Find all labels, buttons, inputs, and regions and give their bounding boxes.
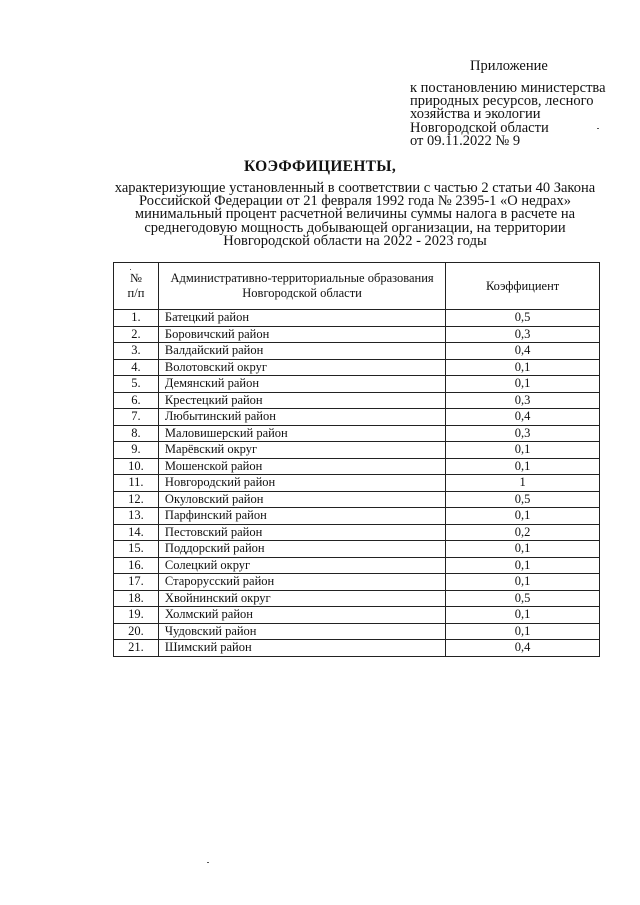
appendix-reference [410,82,606,148]
row-region-name: Пестовский район [158,524,445,541]
table-row [114,425,600,442]
row-region-name: Боровичский район [158,326,445,343]
subtitle-line: Новгородской области на 2022 - 2023 годы [223,232,487,249]
scan-speck [597,128,599,129]
table-row [114,392,600,409]
row-coefficient: 0,5 [446,491,600,508]
row-number: 13. [114,508,159,525]
row-coefficient: 0,4 [446,343,600,360]
scan-speck [130,269,131,270]
table-row [114,310,600,327]
row-region-name: Волотовский округ [158,359,445,376]
row-coefficient: 0,1 [446,376,600,393]
subtitle-line: характеризующие установленный в соответствии с частью 2 статьи 40 Закона [114,180,596,196]
subtitle-line: среднегодовую мощность добывающей организации, на территории [144,219,566,236]
row-number: 20. [114,623,159,640]
row-region-name: Шимский район [158,640,445,657]
table-row [114,508,600,525]
table-row [114,590,600,607]
row-coefficient: 0,1 [446,607,600,624]
row-number: 21. [114,640,159,657]
row-number: 11. [114,475,159,492]
row-number: 12. [114,491,159,508]
row-number: 14. [114,524,159,541]
row-region-name: Мошенской район [158,458,445,475]
row-number: 2. [114,326,159,343]
row-coefficient: 0,1 [446,623,600,640]
row-coefficient: 0,1 [446,574,600,591]
row-region-name: Марёвский округ [158,442,445,459]
row-region-name: Солецкий округ [158,557,445,574]
row-number: 15. [114,541,159,558]
table-row [114,607,600,624]
header-number: № п/п [114,263,159,310]
row-region-name: Любытинский район [158,409,445,426]
row-region-name: Хвойнинский округ [158,590,445,607]
table-row [114,343,600,360]
row-coefficient: 0,5 [446,590,600,607]
table-row [114,442,600,459]
appendix-date-line: от 09.11.2022 № 9 [410,132,521,149]
row-region-name: Демянский район [158,376,445,393]
coefficients-table [113,262,600,657]
row-region-name: Старорусский район [158,574,445,591]
appendix-line: природных ресурсов, лесного [410,93,594,110]
row-coefficient: 0,3 [446,425,600,442]
row-number: 18. [114,590,159,607]
row-number: 3. [114,343,159,360]
table-row [114,326,600,343]
table-row [114,376,600,393]
row-coefficient: 0,3 [446,326,600,343]
row-number: 6. [114,392,159,409]
row-coefficient: 0,1 [446,557,600,574]
row-coefficient: 0,2 [446,524,600,541]
table-body [114,310,600,657]
row-coefficient: 0,4 [446,640,600,657]
table-row [114,409,600,426]
row-coefficient: 0,4 [446,409,600,426]
table-row [114,458,600,475]
table-header-row [114,263,600,310]
row-number: 19. [114,607,159,624]
row-number: 8. [114,425,159,442]
row-region-name: Холмский район [158,607,445,624]
row-region-name: Поддорский район [158,541,445,558]
table-row [114,524,600,541]
row-number: 9. [114,442,159,459]
row-region-name: Новгородский район [158,475,445,492]
row-coefficient: 1 [446,475,600,492]
row-region-name: Парфинский район [158,508,445,525]
row-number: 16. [114,557,159,574]
table-row [114,623,600,640]
table-row [114,475,600,492]
row-region-name: Маловишерский район [158,425,445,442]
row-number: 10. [114,458,159,475]
row-number: 4. [114,359,159,376]
row-coefficient: 0,5 [446,310,600,327]
header-coefficient: Коэффициент [446,263,600,310]
row-number: 1. [114,310,159,327]
document-subtitle [100,182,610,248]
row-coefficient: 0,1 [446,508,600,525]
row-coefficient: 0,1 [446,359,600,376]
table-row [114,359,600,376]
header-region: Административно-территориальные образования Новгородской области [158,263,445,310]
row-number: 17. [114,574,159,591]
row-coefficient: 0,1 [446,458,600,475]
subtitle-line: минимальный процент расчетной величины суммы налога в расчете на [134,206,576,223]
subtitle-line: Российской Федерации от 21 февраля 1992 года № 2395-1 «О недрах» [139,193,571,210]
table-row [114,491,600,508]
table-row [114,541,600,558]
row-region-name: Чудовский район [158,623,445,640]
row-number: 7. [114,409,159,426]
appendix-line: Новгородской области [410,119,549,136]
row-coefficient: 0,1 [446,442,600,459]
appendix-title: Приложение [470,58,548,74]
row-region-name: Окуловский район [158,491,445,508]
row-coefficient: 0,3 [446,392,600,409]
appendix-line: к постановлению министерства [410,80,606,96]
row-region-name: Батецкий район [158,310,445,327]
table-row [114,574,600,591]
row-region-name: Крестецкий район [158,392,445,409]
scan-speck [207,862,209,863]
table-row [114,557,600,574]
table-row [114,640,600,657]
appendix-line: хозяйства и экологии [410,106,541,123]
row-coefficient: 0,1 [446,541,600,558]
row-number: 5. [114,376,159,393]
document-title: КОЭФФИЦИЕНТЫ, [243,158,397,175]
appendix-block [0,0,640,160]
row-region-name: Валдайский район [158,343,445,360]
